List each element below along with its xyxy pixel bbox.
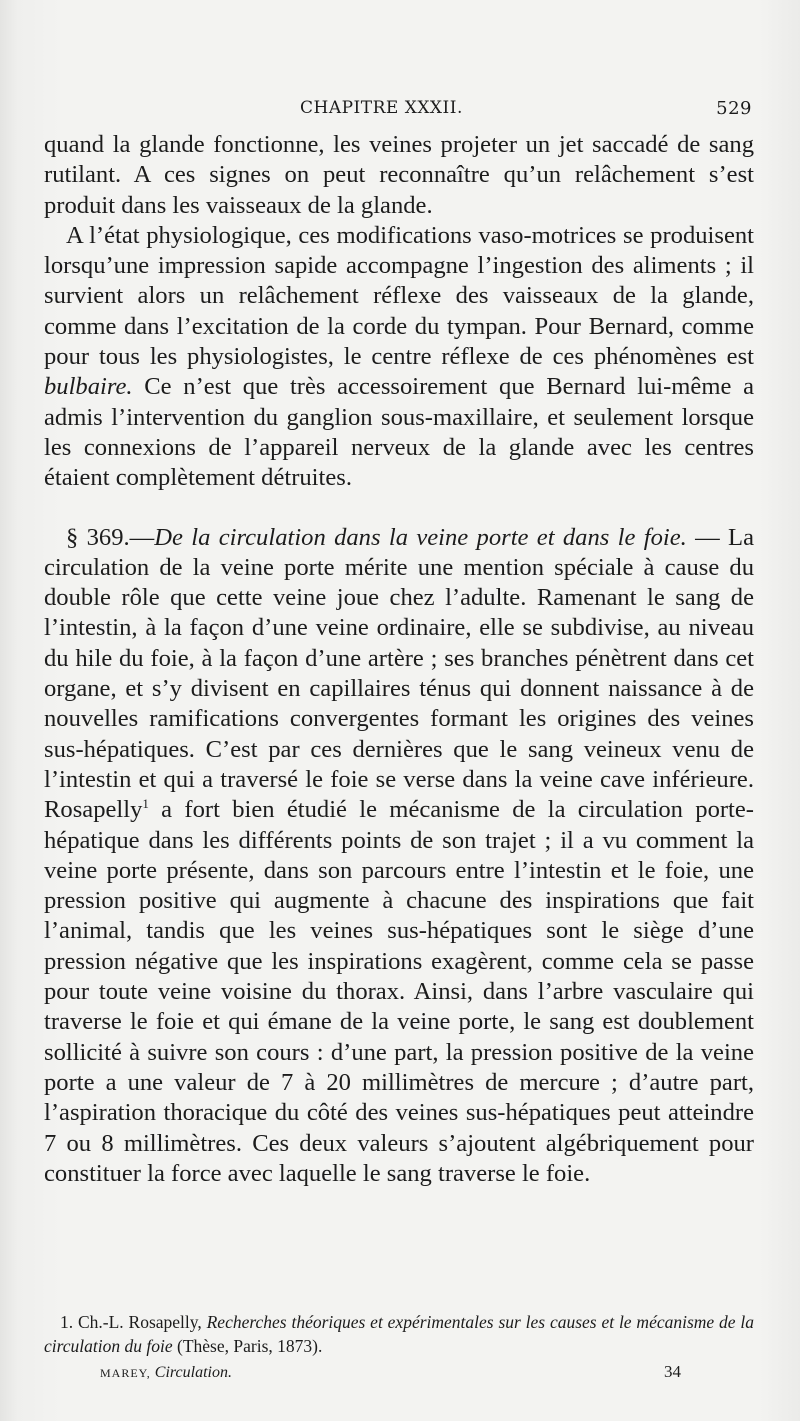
page-number: 529 [716, 98, 752, 119]
signature-mark: 34 [664, 1362, 681, 1381]
paragraph-2 [44, 221, 754, 494]
footnote-title: Recherches théoriques et expérimentales sur les causes et le mécanisme de la circulation du foie [44, 1312, 755, 1356]
footnote-1 [44, 1310, 754, 1358]
footnote-ref: 1 [142, 796, 149, 812]
section-dash: — [129, 523, 155, 551]
paragraph-3-emphasis: bulbaire. [44, 373, 133, 401]
section-number: § 369. [66, 523, 130, 551]
running-header [44, 98, 752, 128]
footnote-lead: 1. Ch.-L. Rosapelly, [60, 1312, 207, 1332]
paragraph-2-text: A l’état physiologique, ces modifications vaso-motrices se produisent lorsqu’une impression sapide accompagne l’ingestion des aliments ; il survient alors un relâchement réflexe des vaisseaux de la glande, comme dans l’excitation de la corde du tympan. [44, 221, 754, 340]
footer-imprint [100, 1364, 232, 1382]
paragraph-1: quand la glande fonctionne, les veines projeter un jet saccadé de sang rutilant. A ces signes on peut reconnaître qu’un relâchement s’est produit dans les vaisseaux de la glande. [44, 131, 754, 219]
section-text-b: a fort bien étudié le mécanisme de la circulation porte-hépatique dans les différents points de son trajet ; il a vu comment la veine porte présente, dans son parcours entre l’intestin et le foie, une pression positive qui augmente à chacune des inspirations que fait l’animal, tandis que les veines sus-hépatiques sont le siège d’une pression négative que les inspirations exagèrent, comme cela se passe pour toute veine voisine du thorax. Ainsi, dans l’arbre vasculaire qui traverse le foie et qui émane de la veine porte, le sang est doublement sollicité à suivre son cours : d’une part, la pression positive de la veine porte a une valeur de 7 à 20 millimètres de mercure ; d’autre part, l’aspiration thoracique du côté des veines sus-hépatiques peut atteindre 7 ou 8 millimètres. Ces deux valeurs s’ajoutent algébriquement pour constituer la force avec laquelle le sang traverse le foie. [44, 796, 754, 1187]
section-369 [44, 523, 754, 1190]
footnote [44, 1310, 754, 1358]
paragraph-3-before: Pour Bernard, comme pour tous les physiologistes, le centre réflexe de ces phénomènes est [44, 312, 754, 371]
paragraph-3-after: Ce n’est que très accessoirement que Bernard lui-même a admis l’intervention du ganglion sous-maxillaire, et seulement lorsque les connexions de l’appareil nerveux de la glande avec les centres étaient complètement détruites. [44, 373, 754, 492]
section-title: De la circulation dans la veine porte et dans le foie. [154, 523, 687, 551]
body-text [44, 130, 754, 1189]
section-text-a: — La circulation de la veine porte mérite une mention spéciale à cause du double rôle que cette veine joue chez l’adulte. Ramenant le sang de l’intestin, à la façon d’une veine ordinaire, elle se subdivise, au niveau du hile du foie, à la façon d’une artère ; ses branches pénètrent dans cet organe, et s’y divisent en capillaires ténus qui donnent naissance à de nouvelles ramifications convergentes formant les origines des veines sus-hépatiques. C’est par ces dernières que le sang veineux venu de l’intestin et qui a traversé le foie se verse dans la veine cave inférieure. Rosapelly [44, 523, 754, 824]
page-footer [44, 1364, 754, 1388]
footer-work: Circulation. [154, 1364, 232, 1381]
footer-author: MAREY, [100, 1366, 151, 1380]
footnote-tail: (Thèse, Paris, 1873). [172, 1336, 323, 1356]
chapter-title: CHAPITRE XXXII. [300, 98, 463, 118]
